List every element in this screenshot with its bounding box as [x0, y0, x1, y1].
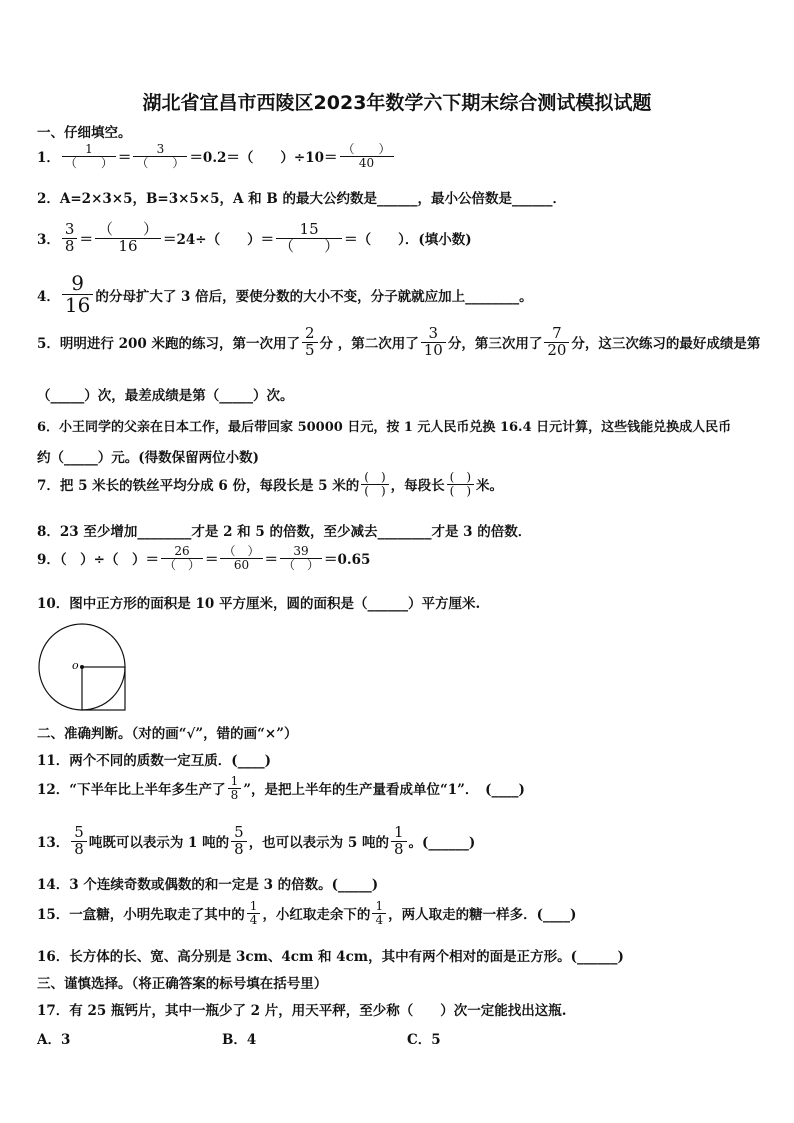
q1-f1-denominator: （ ）	[64, 155, 113, 170]
section-1-heading: 一、仔细填空。	[37, 125, 132, 141]
q12-numerator: 1	[230, 774, 239, 788]
q9-equals-1: ＝	[204, 552, 219, 569]
q12-denominator: 8	[230, 787, 239, 802]
q1-f3-numerator: （ ）	[342, 142, 391, 156]
q7-text-1: 7．把 5 米长的铁丝平均分成 6 份，每段长是 5 米的	[37, 478, 360, 495]
q13-fraction-1	[71, 825, 87, 858]
q13-f3-denominator: 8	[393, 839, 404, 858]
q5-fraction-3	[544, 326, 569, 359]
q7-f2-numerator: ( )	[449, 470, 472, 484]
q13-fraction-2	[231, 825, 247, 858]
circle-square-figure	[36, 620, 136, 720]
q9-equals-2: ＝	[264, 552, 278, 569]
q5-fraction-2	[421, 326, 446, 359]
question-5	[37, 326, 764, 359]
q3-fraction-3	[276, 222, 342, 255]
q4-denominator: 16	[64, 293, 91, 317]
q9-fraction-3	[280, 545, 322, 571]
q13-f3-numerator: 1	[393, 823, 404, 841]
q13-number: 13．	[37, 835, 70, 852]
center-point	[80, 665, 84, 669]
q13-text-1: 吨既可以表示为 1 吨的	[88, 835, 230, 852]
q3-rest: ＝（ ）．(填小数)	[344, 232, 472, 249]
q5-text-4: 分，这三次练习的最好成绩是第	[571, 336, 761, 353]
q5-fraction-1	[302, 326, 318, 359]
q7-text-2: ，每段长	[390, 478, 445, 495]
q15-text-1: 15．一盒糖，小明先取走了其中的	[37, 907, 245, 924]
section-3-heading: 三、谨慎选择。（将正确答案的标号填在括号里）	[37, 976, 328, 992]
q1-f3-denominator: 40	[358, 155, 375, 170]
question-13	[37, 825, 764, 858]
question-3	[37, 222, 764, 255]
q5-text-1: 5．明明进行 200 米跑的练习，第一次用了	[37, 336, 300, 353]
q4-number: 4．	[37, 288, 60, 305]
q9-f3-numerator: 39	[293, 544, 309, 558]
q13-text-2: ，也可以表示为 5 吨的	[248, 835, 389, 852]
question-6-line-2: 约（_____）元。(得数保留两位小数)	[37, 450, 260, 466]
q17-option-c[interactable]: C．5	[407, 1032, 441, 1048]
q9-text-1: 9．（ ）÷（ ）＝	[37, 552, 159, 569]
question-5-line-2: （_____）次，最差成绩是第（_____）次。	[37, 388, 294, 404]
q17-option-a[interactable]: A．3	[37, 1032, 71, 1048]
q4-rest: 的分母扩大了 3 倍后，要使分数的大小不变，分子就就应加上________。	[95, 288, 533, 305]
q12-text-2: ”，是把上半年的生产量看成单位“1”． (____)	[243, 782, 525, 799]
q15-f2-denominator: 4	[375, 912, 384, 927]
q5-text-3: 分，第三次用了	[447, 336, 543, 353]
q5-f3-numerator: 7	[552, 324, 562, 342]
q3-f3-numerator: 15	[299, 220, 319, 238]
q13-fraction-3	[391, 825, 407, 858]
q3-fraction-2	[95, 222, 161, 255]
q5-text-2: 分 ，第二次用了	[319, 336, 419, 353]
question-9	[37, 545, 764, 571]
q1-equals: ＝	[117, 150, 132, 167]
q9-fraction-1	[161, 545, 203, 571]
question-14: 14．3 个连续奇数或偶数的和一定是 3 的倍数。(_____)	[37, 877, 379, 893]
q1-f1-numerator: 1	[85, 142, 93, 156]
q5-f1-numerator: 2	[304, 324, 315, 342]
question-2: 2．A=2×3×5，B=3×5×5，A 和 B 的最大公约数是______，最小公倍数是______．	[37, 191, 566, 207]
q1-rest: ＝0.2＝（ ）÷10＝	[189, 150, 338, 167]
q1-fraction-3	[340, 143, 394, 169]
q9-f1-denominator: （ ）	[163, 557, 200, 572]
q5-f1-denominator: 5	[304, 340, 315, 359]
q5-f2-numerator: 3	[428, 324, 439, 342]
q1-f2-numerator: 3	[156, 142, 165, 156]
q13-f1-numerator: 5	[74, 823, 84, 841]
q7-fraction-1	[361, 471, 388, 497]
q3-number: 3．	[37, 232, 60, 249]
q3-middle: ＝24÷（ ）＝	[162, 232, 275, 249]
center-label: o	[72, 659, 79, 672]
page-title: 湖北省宜昌市西陵区2023年数学六下期末综合测试模拟试题	[142, 92, 652, 114]
q15-fraction-2	[372, 900, 386, 926]
q4-numerator: 9	[71, 271, 84, 295]
q3-f1-numerator: 3	[64, 220, 75, 238]
q5-f2-denominator: 10	[423, 340, 443, 359]
q9-f2-denominator: 60	[233, 557, 250, 572]
question-7	[37, 471, 764, 497]
q13-text-3: 。(______)	[408, 835, 476, 852]
q7-f1-denominator: ( )	[364, 483, 386, 498]
q12-text-1: 12．“下半年比上半年多生产了	[37, 782, 226, 799]
q12-fraction	[228, 775, 242, 801]
q3-f2-denominator: 16	[118, 236, 138, 255]
q3-equals: ＝	[79, 232, 93, 249]
q9-text-2: ＝0.65	[324, 552, 371, 569]
q5-f3-denominator: 20	[547, 340, 567, 359]
question-6-line-1: 6．小王同学的父亲在日本工作，最后带回家 50000 日元，按 1 元人民币兑换 16.4 日元计算，这些钱能兑换成人民币	[37, 420, 732, 435]
q9-f3-denominator: （ ）	[283, 557, 320, 572]
q3-f1-denominator: 8	[64, 236, 75, 255]
q9-f2-numerator: （ ）	[223, 544, 260, 558]
q3-f2-numerator: （ ）	[97, 220, 158, 238]
question-1	[37, 143, 764, 169]
q15-f2-numerator: 1	[375, 899, 384, 913]
question-8: 8．23 至少增加________才是 2 和 5 的倍数，至少减去________才是 3 的倍数．	[37, 524, 532, 540]
question-4	[37, 273, 764, 316]
q15-text-2: ，小红取走余下的	[262, 907, 371, 924]
q3-f3-denominator: （ ）	[279, 236, 340, 255]
question-12	[37, 775, 764, 801]
q13-f2-denominator: 8	[234, 839, 244, 858]
q15-f1-numerator: 1	[249, 899, 258, 913]
q1-f2-denominator: （ ）	[136, 155, 185, 170]
q7-f2-denominator: ( )	[449, 483, 472, 498]
q7-f1-numerator: ( )	[364, 470, 386, 484]
q9-fraction-2	[220, 545, 262, 571]
q3-fraction-1	[62, 222, 78, 255]
q13-f2-numerator: 5	[234, 823, 244, 841]
q1-fraction-1	[62, 143, 116, 169]
q17-option-b[interactable]: B．4	[222, 1032, 257, 1048]
q9-f1-numerator: 26	[174, 544, 190, 558]
q15-text-3: ，两人取走的糖一样多．(____)	[388, 907, 577, 924]
question-16: 16．长方体的长、宽、高分别是 3cm、4cm 和 4cm，其中有两个相对的面是正方形。(______)	[37, 949, 624, 965]
question-11: 11．两个不同的质数一定互质．(____)	[37, 753, 272, 769]
q4-fraction	[62, 273, 93, 316]
question-10: 10．图中正方形的面积是 10 平方厘米，圆的面积是（______）平方厘米.	[37, 596, 481, 612]
q15-f1-denominator: 4	[249, 912, 258, 927]
q13-f1-denominator: 8	[74, 839, 84, 858]
section-2-heading: 二、准确判断。（对的画“√”，错的画“×”）	[37, 726, 298, 742]
q1-fraction-2	[133, 143, 187, 169]
question-15	[37, 900, 764, 926]
q1-number: 1．	[37, 150, 60, 167]
q15-fraction-1	[247, 900, 261, 926]
q7-text-3: 米。	[476, 478, 504, 495]
question-17: 17．有 25 瓶钙片，其中一瓶少了 2 片，用天平秤，至少称（ ）次一定能找出这瓶.	[37, 1003, 567, 1019]
q7-fraction-2	[447, 471, 474, 497]
